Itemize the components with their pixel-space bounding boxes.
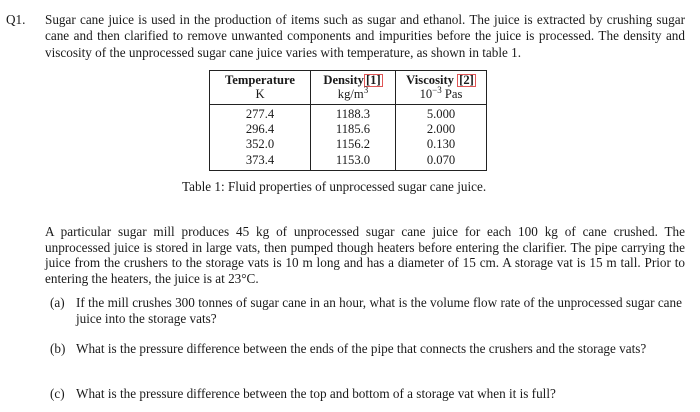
header-viscosity: Viscosity [2] <box>396 71 487 88</box>
cell-density: 1188.3 <box>311 105 396 123</box>
cell-density: 1185.6 <box>311 122 396 137</box>
cell-density: 1156.2 <box>311 137 396 152</box>
part-b-label: (b) <box>50 341 66 356</box>
table-row <box>210 153 487 171</box>
part-c-text: What is the pressure difference between the top and bottom of a storage vat when it is full? <box>76 386 556 401</box>
viscosity-citation-link[interactable]: [2] <box>459 73 474 87</box>
header-temperature: Temperature <box>225 73 295 87</box>
cell-temperature: 277.4 <box>245 107 275 121</box>
question-number: Q1. <box>6 12 26 27</box>
table-row <box>210 105 487 123</box>
cell-temperature: 352.0 <box>245 137 275 152</box>
table-caption: Table 1: Fluid properties of unprocessed sugar cane juice. <box>182 179 487 194</box>
header-density: Density [1] <box>311 71 396 88</box>
unit-temperature: K <box>210 88 311 105</box>
part-a-label: (a) <box>50 295 65 310</box>
part-b-text: What is the pressure difference between the ends of the pipe that connects the crushers and the storage vats? <box>76 341 647 356</box>
part-a-text: If the mill crushes 300 tonnes of sugar cane in an hour, what is the volume flow rate of the unprocessed sugar cane juice into the storage vats? <box>76 295 682 326</box>
table-row <box>210 122 487 137</box>
question-intro: Sugar cane juice is used in the production of items such as sugar and ethanol. The juice is extracted by crushing sugar cane and then clarified to remove unwanted components and impurities before the juice is processed. The density and viscosity of the unprocessed sugar cane juice varies with temperature, as shown in table 1. <box>45 12 685 60</box>
density-citation-link[interactable]: [1] <box>365 73 381 87</box>
cell-viscosity: 2.000 <box>396 122 487 137</box>
cell-viscosity: 0.130 <box>396 137 487 152</box>
fluid-properties-table <box>209 70 487 171</box>
unit-density: $kg/m^3$ <box>311 88 396 105</box>
cell-temperature: 373.4 <box>245 152 275 167</box>
cell-viscosity: 5.000 <box>396 105 487 123</box>
cell-density: 1153.0 <box>311 153 396 171</box>
cell-viscosity: 0.070 <box>396 153 487 171</box>
scenario-paragraph: A particular sugar mill produces 45 kg of unprocessed sugar cane juice for each 100 kg of cane crushed. The unprocessed juice is stored in large vats, then pumped though heaters before entering the clarifier. The pipe carrying the juice from the crushers to the storage vats is 10 m long and has a diameter of 15 cm. A storage vat is 15 m tall. Prior to entering the heaters, the juice is at 23°C. <box>45 224 685 286</box>
unit-viscosity: $10^{-3}$ Pas <box>396 88 487 105</box>
table-header-row <box>210 71 487 88</box>
cell-temperature: 296.4 <box>245 122 275 137</box>
table-units-row <box>210 88 487 105</box>
part-c-label: (c) <box>50 386 65 401</box>
table-row <box>210 137 487 152</box>
